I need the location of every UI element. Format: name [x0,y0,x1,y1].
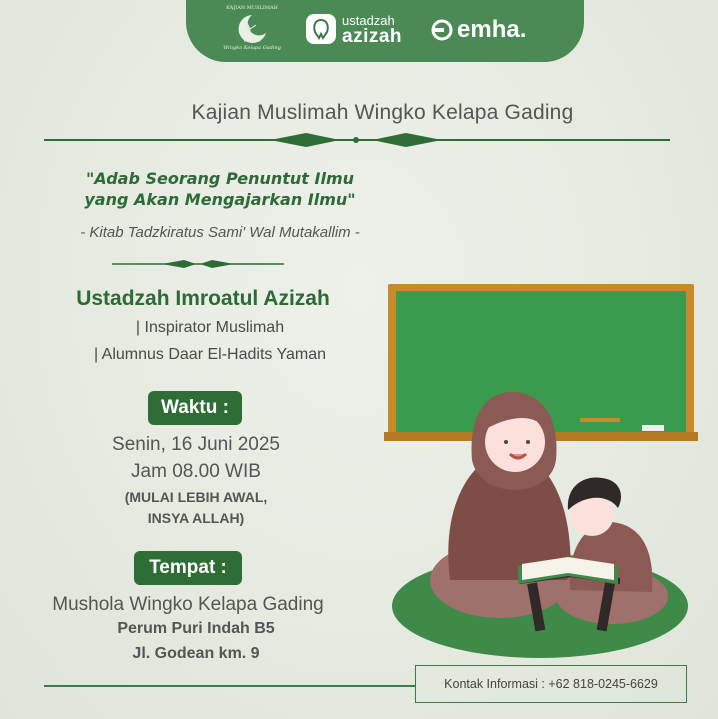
ornament-divider [44,129,670,151]
tempat-label: Tempat : [134,551,242,585]
kitab-reference: - Kitab Tadzkiratus Sami' Wal Mutakallim - [80,224,360,241]
waktu-time: Jam 08.00 WIB [131,461,261,482]
logo-kajian-bottom-text: Wingko Kelapa Gading [223,45,281,51]
logo-kajian-top-text: KAJIAN MUSLIMAH [226,5,278,11]
quote-line-1: "Adab Seorang Penuntut Ilmu [85,169,355,188]
speaker-name: Ustadzah Imroatul Azizah [76,287,330,310]
waktu-note-2: INSYA ALLAH) [147,510,245,526]
waktu-note-1: (MULAI LEBIH AWAL, [124,489,268,505]
waktu-date: Senin, 16 Juni 2025 [112,434,280,455]
lecture-theme [40,168,400,210]
emha-logo [431,16,541,46]
tempat-line-3: Jl. Godean km. 9 [132,645,260,662]
speaker-role-2: | Alumnus Daar El-Hadits Yaman [93,346,327,363]
event-title: Kajian Muslimah Wingko Kelapa Gading [191,101,574,124]
contact-info: Kontak Informasi : +62 818-0245-6629 [415,665,687,703]
kajian-logo [220,3,284,55]
teacher-student-illustration [380,280,718,660]
child-figure [556,477,668,624]
ustadzah-azizah-logo [306,13,416,49]
speaker-role-1: | Inspirator Muslimah [135,319,285,336]
brand-ua-line1: ustadzah [342,13,395,28]
quote-line-2: yang Akan Mengajarkan Ilmu" [84,190,356,209]
brand-emha: emha. [457,16,527,43]
tempat-line-2: Perum Puri Indah B5 [117,620,275,637]
waktu-label: Waktu : [148,391,242,425]
app-logo-icon [306,14,336,44]
tempat-line-1: Mushola Wingko Kelapa Gading [52,594,324,615]
brand-ua-line2: azizah [342,26,403,47]
small-ornament-divider [112,259,284,269]
bottom-divider [44,685,415,687]
chat-bubble-logo-icon [431,19,453,41]
